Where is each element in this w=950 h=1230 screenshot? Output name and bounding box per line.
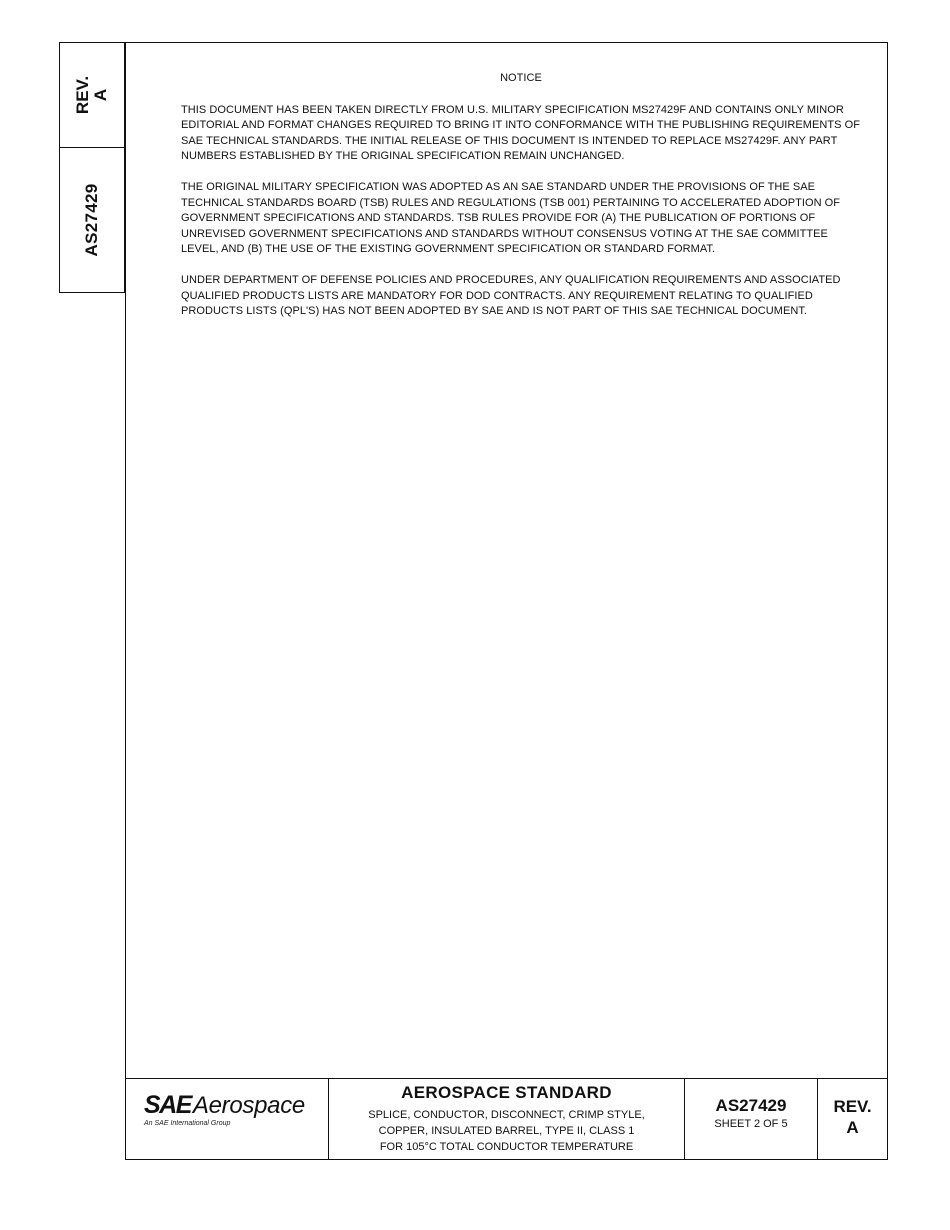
title-block	[125, 1078, 888, 1160]
revision	[818, 1096, 887, 1138]
standard-description	[329, 1107, 684, 1155]
title-block-logo-cell	[126, 1079, 329, 1159]
description-line: SPLICE, CONDUCTOR, DISCONNECT, CRIMP STYLE,	[368, 1109, 645, 1121]
side-rev-text	[74, 76, 110, 114]
notice-paragraph: UNDER DEPARTMENT OF DEFENSE POLICIES AND PROCEDURES, ANY QUALIFICATION REQUIREMENTS AND ASSOCIATED QUALIFIED PRODUCTS LISTS ARE MANDATORY FOR DOD CONTRACTS. ANY REQUIREMENT RELATING TO QUALIFIED PRODUCTS LISTS (QPL'S) HAS NOT BEEN ADOPTED BY SAE AND IS NOT PART OF THIS SAE TECHNICAL DOCUMENT.	[181, 273, 841, 318]
side-rev-label: REV.	[73, 75, 93, 115]
side-rev-cell	[60, 43, 124, 148]
title-block-rev-cell	[818, 1079, 887, 1159]
side-doc-cell	[60, 147, 124, 292]
logo-sae-text: SAE	[144, 1091, 191, 1119]
notice-paragraph: THE ORIGINAL MILITARY SPECIFICATION WAS ADOPTED AS AN SAE STANDARD UNDER THE PROVISIONS OF THE SAE TECHNICAL STANDARDS BOARD (TSB) RULES AND REGULATIONS (TSB 001) PERTAINING TO ACCELERATED ADOPTION OF GOVERNMENT SPECIFICATIONS AND STANDARDS. TSB RULES PROVIDE FOR (A) THE PUBLICATION OF PORTIONS OF UNREVISED GOVERNMENT SPECIFICATIONS AND STANDARDS WITHOUT CONSENSUS VOTING AT THE SAE COMMITTEE LEVEL, AND (B) THE USE OF THE EXISTING GOVERNMENT SPECIFICATION OR STANDARD FORMAT.	[181, 180, 841, 256]
side-rev-value: A	[91, 88, 110, 102]
side-doc-number: AS27429	[82, 183, 102, 256]
logo-aerospace-text: Aerospace	[192, 1092, 305, 1119]
standard-label: AEROSPACE STANDARD	[401, 1083, 612, 1102]
side-revision-tab	[59, 42, 125, 293]
title-block-doc-cell	[685, 1079, 818, 1159]
sheet-number: SHEET 2 OF 5	[714, 1118, 788, 1130]
description-line: FOR 105°C TOTAL CONDUCTOR TEMPERATURE	[379, 1141, 634, 1153]
notice-title: NOTICE	[500, 72, 542, 84]
notice-section	[181, 71, 861, 335]
logo-subtitle: An SAE International Group	[144, 1120, 231, 1127]
title-block-title-cell	[329, 1079, 685, 1159]
description-line: COPPER, INSULATED BARREL, TYPE II, CLASS 1	[378, 1125, 635, 1137]
doc-number: AS27429	[715, 1096, 787, 1115]
notice-paragraph: THIS DOCUMENT HAS BEEN TAKEN DIRECTLY FROM U.S. MILITARY SPECIFICATION MS27429F AND CONTAINS ONLY MINOR EDITORIAL AND FORMAT CHANGES REQUIRED TO BRING IT INTO CONFORMANCE WITH THE PUBLISHING REQUIREMENTS OF SAE TECHNICAL STANDARDS. THE INITIAL RELEASE OF THIS DOCUMENT IS INTENDED TO REPLACE MS27429F. ANY PART NUMBERS ESTABLISHED BY THE ORIGINAL SPECIFICATION REMAIN UNCHANGED.	[181, 103, 861, 163]
sae-aerospace-logo	[144, 1093, 305, 1127]
rev-value: A	[846, 1118, 859, 1137]
rev-label: REV.	[833, 1097, 872, 1116]
